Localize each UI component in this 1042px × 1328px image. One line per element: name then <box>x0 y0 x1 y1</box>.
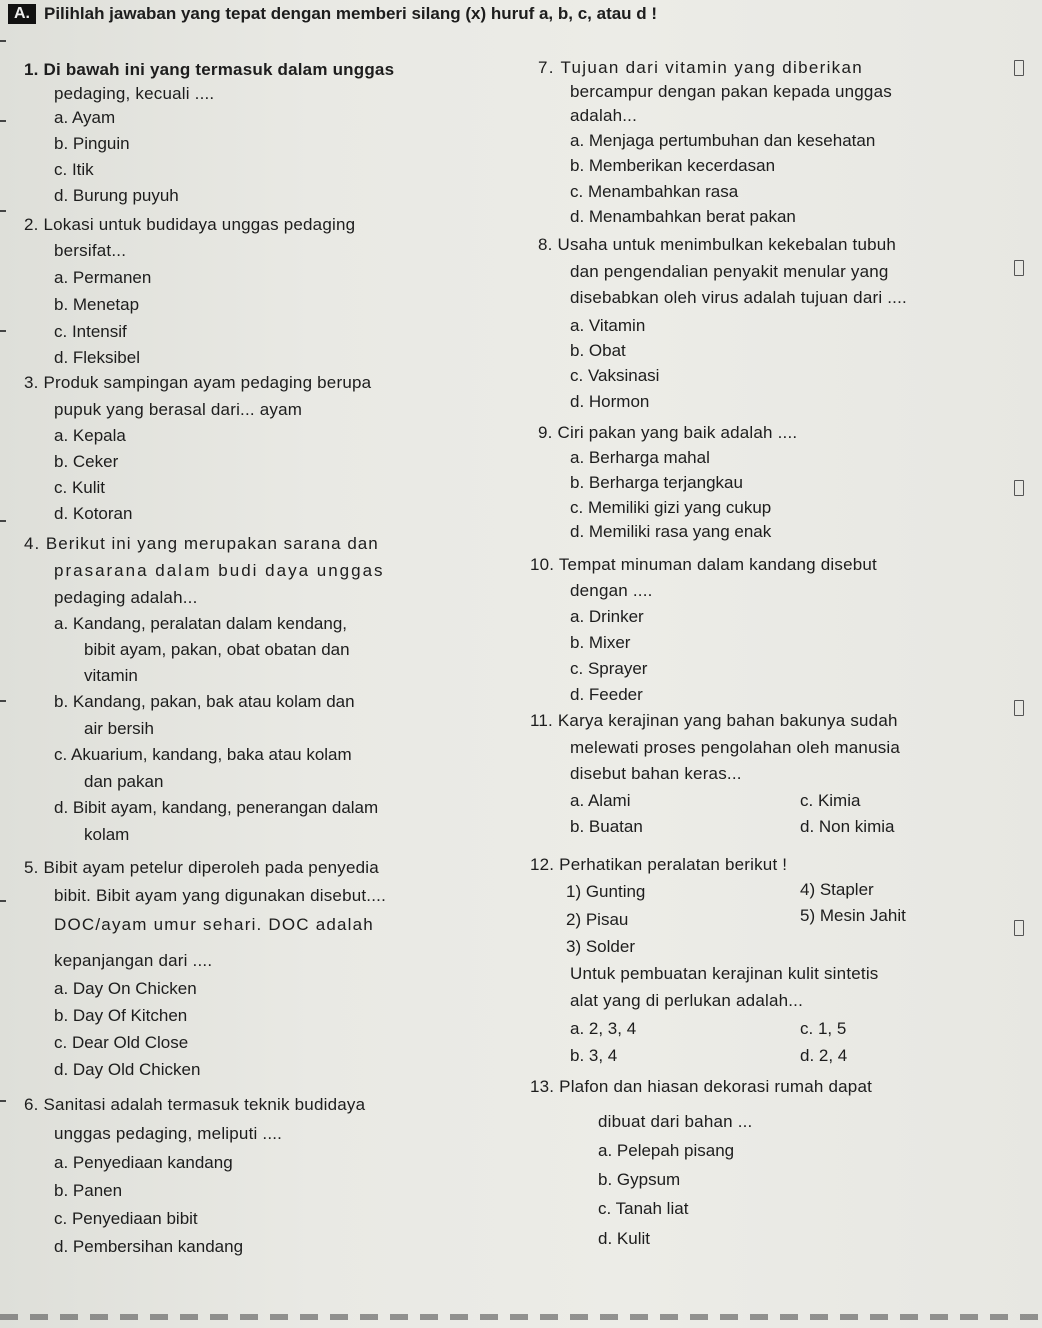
question-7-option-b[interactable]: b. Memberikan kecerdasan <box>570 156 776 175</box>
question-13-line-2: dibuat dari bahan ... <box>598 1112 753 1131</box>
binding-hole <box>1014 260 1024 276</box>
question-10-option-a[interactable]: a. Drinker <box>570 607 644 626</box>
question-3-option-a[interactable]: a. Kepala <box>54 426 126 445</box>
question-13-line-1: 13. Plafon dan hiasan dekorasi rumah dapat <box>530 1077 873 1096</box>
binding-hole <box>1014 60 1024 76</box>
question-12-option-b[interactable]: b. 3, 4 <box>570 1046 618 1065</box>
question-8-option-b[interactable]: b. Obat <box>570 341 626 360</box>
question-10-option-c[interactable]: c. Sprayer <box>570 659 648 678</box>
question-6-option-b[interactable]: b. Panen <box>54 1181 123 1200</box>
question-4-option-a-line-1[interactable]: a. Kandang, peralatan dalam kendang, <box>54 614 348 633</box>
question-10-option-b[interactable]: b. Mixer <box>570 633 631 652</box>
question-8-option-c[interactable]: c. Vaksinasi <box>570 366 660 385</box>
question-6-option-c[interactable]: c. Penyediaan bibit <box>54 1209 198 1228</box>
question-12-item-4: 4) Stapler <box>800 880 874 899</box>
spine-mark <box>0 40 6 42</box>
question-1-line-1: 1. Di bawah ini yang termasuk dalam unggas <box>24 60 395 79</box>
question-10-option-d[interactable]: d. Feeder <box>570 685 643 704</box>
question-4-option-b-line-2: air bersih <box>84 719 154 738</box>
question-2-line-2: bersifat... <box>54 241 127 260</box>
spine-mark <box>0 330 6 332</box>
question-2-option-d[interactable]: d. Fleksibel <box>54 348 140 367</box>
question-2-option-b[interactable]: b. Menetap <box>54 295 140 314</box>
spine-mark <box>0 1100 6 1102</box>
question-2-option-a[interactable]: a. Permanen <box>54 268 152 287</box>
question-2-line-1: 2. Lokasi untuk budidaya unggas pedaging <box>24 215 356 234</box>
question-8-option-a[interactable]: a. Vitamin <box>570 316 646 335</box>
question-8-line-3: disebabkan oleh virus adalah tujuan dari .... <box>570 288 907 307</box>
question-6-line-1: 6. Sanitasi adalah termasuk teknik budidaya <box>24 1095 366 1114</box>
section-badge: A. <box>8 4 36 24</box>
question-1-option-d[interactable]: d. Burung puyuh <box>54 186 179 205</box>
question-6-line-2: unggas pedaging, meliputi .... <box>54 1124 283 1143</box>
question-1-option-b[interactable]: b. Pinguin <box>54 134 130 153</box>
question-6-option-d[interactable]: d. Pembersihan kandang <box>54 1237 244 1256</box>
question-5-line-4: kepanjangan dari .... <box>54 951 213 970</box>
question-4-option-d-line-2: kolam <box>84 825 130 844</box>
question-5-option-d[interactable]: d. Day Old Chicken <box>54 1060 201 1079</box>
question-11-line-2: melewati proses pengolahan oleh manusia <box>570 738 901 757</box>
question-2-option-c[interactable]: c. Intensif <box>54 322 127 341</box>
question-13-option-a[interactable]: a. Pelepah pisang <box>598 1141 735 1160</box>
question-5-option-a[interactable]: a. Day On Chicken <box>54 979 197 998</box>
question-13-option-d[interactable]: d. Kulit <box>598 1229 650 1248</box>
question-3-line-2: pupuk yang berasal dari... ayam <box>54 400 303 419</box>
question-11-option-b[interactable]: b. Buatan <box>570 817 643 836</box>
question-12-item-5: 5) Mesin Jahit <box>800 906 906 925</box>
question-12-line-1: 12. Perhatikan peralatan berikut ! <box>530 855 788 874</box>
question-3-line-1: 3. Produk sampingan ayam pedaging berupa <box>24 373 372 392</box>
spine-mark <box>0 700 6 702</box>
question-9-line-1: 9. Ciri pakan yang baik adalah .... <box>538 423 798 442</box>
question-6-option-a[interactable]: a. Penyediaan kandang <box>54 1153 233 1172</box>
question-12-item-2: 2) Pisau <box>566 910 629 929</box>
question-7-line-1: 7. Tujuan dari vitamin yang diberikan <box>538 58 863 77</box>
question-5-option-c[interactable]: c. Dear Old Close <box>54 1033 189 1052</box>
question-4-option-c-line-1[interactable]: c. Akuarium, kandang, baka atau kolam <box>54 745 352 764</box>
question-12-item-3: 3) Solder <box>566 937 635 956</box>
question-9-option-a[interactable]: a. Berharga mahal <box>570 448 710 467</box>
binding-hole <box>1014 700 1024 716</box>
question-12-option-c[interactable]: c. 1, 5 <box>800 1019 847 1038</box>
question-3-option-b[interactable]: b. Ceker <box>54 452 119 471</box>
question-12-line-2: Untuk pembuatan kerajinan kulit sintetis <box>570 964 879 983</box>
question-4-option-c-line-2: dan pakan <box>84 772 164 791</box>
question-1-line-2: pedaging, kecuali .... <box>54 84 215 103</box>
spine-mark <box>0 210 6 212</box>
question-1-option-c[interactable]: c. Itik <box>54 160 94 179</box>
question-3-option-d[interactable]: d. Kotoran <box>54 504 133 523</box>
question-13-option-c[interactable]: c. Tanah liat <box>598 1199 689 1218</box>
spine-mark <box>0 120 6 122</box>
question-12-item-1: 1) Gunting <box>566 882 646 901</box>
page-edge-dashes <box>0 1314 1042 1320</box>
question-13-option-b[interactable]: b. Gypsum <box>598 1170 681 1189</box>
question-4-line-2: prasarana dalam budi daya unggas <box>54 561 385 580</box>
question-8-option-d[interactable]: d. Hormon <box>570 392 650 411</box>
question-9-option-d[interactable]: d. Memiliki rasa yang enak <box>570 522 772 541</box>
question-7-option-d[interactable]: d. Menambahkan berat pakan <box>570 207 796 226</box>
question-11-line-1: 11. Karya kerajinan yang bahan bakunya sudah <box>530 711 898 730</box>
question-11-option-d[interactable]: d. Non kimia <box>800 817 895 836</box>
question-7-line-2: bercampur dengan pakan kepada unggas <box>570 82 892 101</box>
question-7-line-3: adalah... <box>570 106 638 125</box>
question-9-option-b[interactable]: b. Berharga terjangkau <box>570 473 743 492</box>
question-11-line-3: disebut bahan keras... <box>570 764 742 783</box>
question-11-option-a[interactable]: a. Alami <box>570 791 631 810</box>
question-5-option-b[interactable]: b. Day Of Kitchen <box>54 1006 188 1025</box>
question-8-line-2: dan pengendalian penyakit menular yang <box>570 262 889 281</box>
question-4-line-3: pedaging adalah... <box>54 588 198 607</box>
question-12-option-d[interactable]: d. 2, 4 <box>800 1046 848 1065</box>
question-10-line-1: 10. Tempat minuman dalam kandang disebut <box>530 555 877 574</box>
binding-hole <box>1014 480 1024 496</box>
question-11-option-c[interactable]: c. Kimia <box>800 791 861 810</box>
question-7-option-c[interactable]: c. Menambahkan rasa <box>570 182 739 201</box>
question-5-line-3: DOC/ayam umur sehari. DOC adalah <box>54 915 374 934</box>
spine-mark <box>0 900 6 902</box>
question-4-option-d-line-1[interactable]: d. Bibit ayam, kandang, penerangan dalam <box>54 798 379 817</box>
question-3-option-c[interactable]: c. Kulit <box>54 478 106 497</box>
question-10-line-2: dengan .... <box>570 581 653 600</box>
question-7-option-a[interactable]: a. Menjaga pertumbuhan dan kesehatan <box>570 131 876 150</box>
question-12-line-3: alat yang di perlukan adalah... <box>570 991 804 1010</box>
question-5-line-1: 5. Bibit ayam petelur diperoleh pada penyedia <box>24 858 379 877</box>
question-4-option-a-line-2: bibit ayam, pakan, obat obatan dan <box>84 640 350 659</box>
question-5-line-2: bibit. Bibit ayam yang digunakan disebut.... <box>54 886 386 905</box>
question-9-option-c[interactable]: c. Memiliki gizi yang cukup <box>570 498 772 517</box>
question-4-line-1: 4. Berikut ini yang merupakan sarana dan <box>24 534 379 553</box>
question-4-option-a-line-3: vitamin <box>84 666 138 685</box>
instruction-text: Pilihlah jawaban yang tepat dengan memberi silang (x) huruf a, b, c, atau d ! <box>44 4 658 23</box>
question-12-option-a[interactable]: a. 2, 3, 4 <box>570 1019 637 1038</box>
spine-mark <box>0 520 6 522</box>
instruction-header <box>8 2 1038 26</box>
question-1-option-a[interactable]: a. Ayam <box>54 108 116 127</box>
binding-hole <box>1014 920 1024 936</box>
question-4-option-b-line-1[interactable]: b. Kandang, pakan, bak atau kolam dan <box>54 692 355 711</box>
question-8-line-1: 8. Usaha untuk menimbulkan kekebalan tubuh <box>538 235 897 254</box>
